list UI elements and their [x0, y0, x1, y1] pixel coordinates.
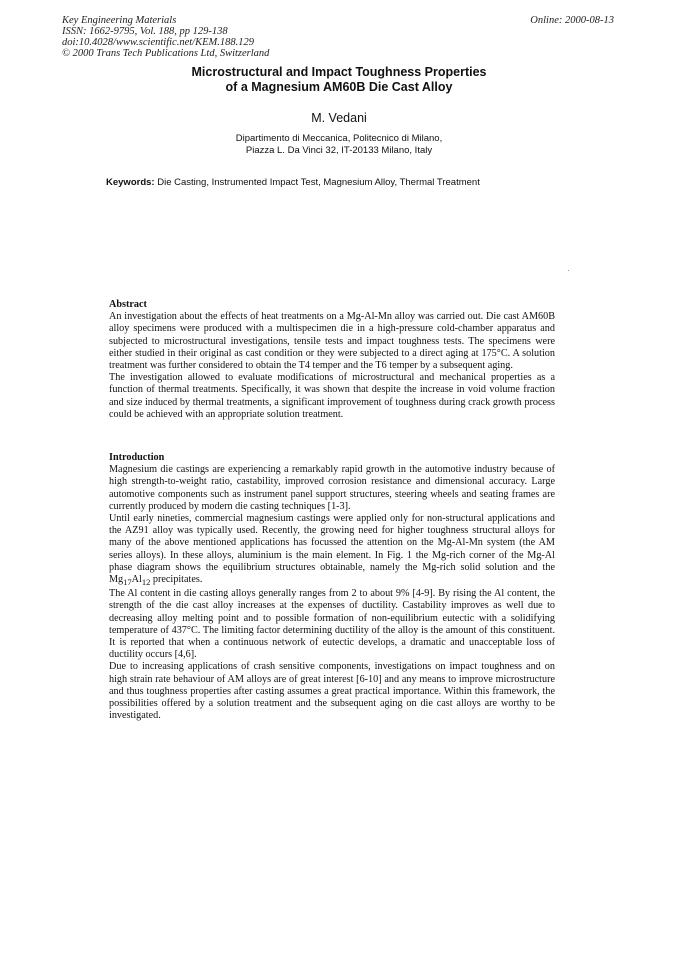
- abstract-paragraph-2: The investigation allowed to evaluate modifications of microstructural and mechanical properties as a function of thermal treatments. Specifically, it was shown that despite the increase in void volume fraction and size induced by thermal treatments, a significant improvement of toughness during crack growth process could be achieved with an appropriate solution treatment.: [109, 372, 555, 420]
- keywords-text: Die Casting, Instrumented Impact Test, Magnesium Alloy, Thermal Treatment: [157, 177, 480, 188]
- abstract-paragraph-1: An investigation about the effects of heat treatments on a Mg-Al-Mn alloy was carried out. Die cast AM60B alloy specimens were produced with a multispecimen die in a high-pressure cold-chamber apparatus and subjected to microstructural investigations, tensile tests and impact toughness tests. The specimens were either studied in their original as cast condition or they were subjected to a direct aging at 175°C. A solution treatment was further considered to obtain the T4 temper and the T6 temper by a subsequent aging.: [109, 311, 555, 372]
- journal-header: [62, 15, 269, 59]
- abstract-section: [109, 299, 555, 421]
- author-name: M. Vedani: [311, 111, 367, 125]
- online-date: Online: 2000-08-13: [530, 15, 614, 26]
- journal-name: Key Engineering Materials: [62, 15, 177, 26]
- copyright-line: © 2000 Trans Tech Publications Ltd, Switzerland: [62, 48, 270, 59]
- intro-paragraph-2: [109, 513, 555, 588]
- subscript-12: 12: [141, 577, 151, 588]
- intro-paragraph-4: Due to increasing applications of crash sensitive components, investigations on impact toughness and on high strain rate behaviour of AM alloys are of great interest [6-10] and any means to improve microstructure and thus toughness properties after casting assumes a great practical importance. Within this framework, the possibilities offered by a solution treatment and the subsequent aging on die cast alloys are worthy to be investigated.: [109, 661, 555, 722]
- doi-line: doi:10.4028/www.scientific.net/KEM.188.129: [62, 37, 254, 48]
- introduction-heading: Introduction: [109, 452, 165, 463]
- abstract-heading: Abstract: [109, 299, 147, 310]
- affiliation-line-1: Dipartimento di Meccanica, Politecnico di Milano,: [235, 133, 443, 144]
- affiliation-line-2: Piazza L. Da Vinci 32, IT-20133 Milano, Italy: [245, 145, 433, 156]
- intro-p2-text: Until early nineties, commercial magnesium castings were applied only for non-structural applications and the AZ91 alloy was typically used. Recently, the growing need for higher toughness structural alloys for many of the above mentioned applications has focussed the attention on the Mg-Al-Mn system (the AM series alloys). In these alloys, aluminium is the main element. In Fig. 1 the Mg-rich corner of the Mg-Al phase diagram shows the equilibrium structures obtainable, namely the Mg-rich solid solution and the Mg: [109, 513, 555, 586]
- intro-p2-end: precipitates.: [150, 574, 203, 586]
- affiliation: [0, 133, 678, 157]
- keywords: [106, 177, 480, 188]
- introduction-section: [109, 452, 555, 723]
- intro-paragraph-3: The Al content in die casting alloys generally ranges from 2 to about 9% [4-9]. By rising the Al content, the strength of the die cast alloy increases at the expenses of ductility. Castability improves as well due to decreasing alloy melting point and to possible formation of non-equilibrium eutectic with a solidifying temperature of 437°C. The limiting factor determining ductility of the alloy is the amount of this constituent. It is reported that when a continuous network of eutectic develops, a dramatic and unacceptable loss of ductility occurs [4,6].: [109, 588, 555, 661]
- subscript-17: 17: [123, 577, 132, 588]
- title-line-2: of a Magnesium AM60B Die Cast Alloy: [225, 80, 453, 94]
- title-line-1: Microstructural and Impact Toughness Properties: [191, 65, 487, 79]
- issn-line: ISSN: 1662-9795, Vol. 188, pp 129-138: [62, 26, 228, 37]
- scan-speck: [568, 270, 569, 271]
- intro-paragraph-1: Magnesium die castings are experiencing a remarkably rapid growth in the automotive industry because of high strength-to-weight ratio, castability, improved corrosion resistance and dimensional accuracy. Large automotive components such as instrument panel support structures, steering wheels and seating frames are currently produced by modern die casting techniques [1-3].: [109, 464, 555, 512]
- paper-title: [0, 65, 678, 95]
- keywords-label: Keywords:: [106, 177, 155, 188]
- intro-p2-al: Al: [131, 574, 142, 586]
